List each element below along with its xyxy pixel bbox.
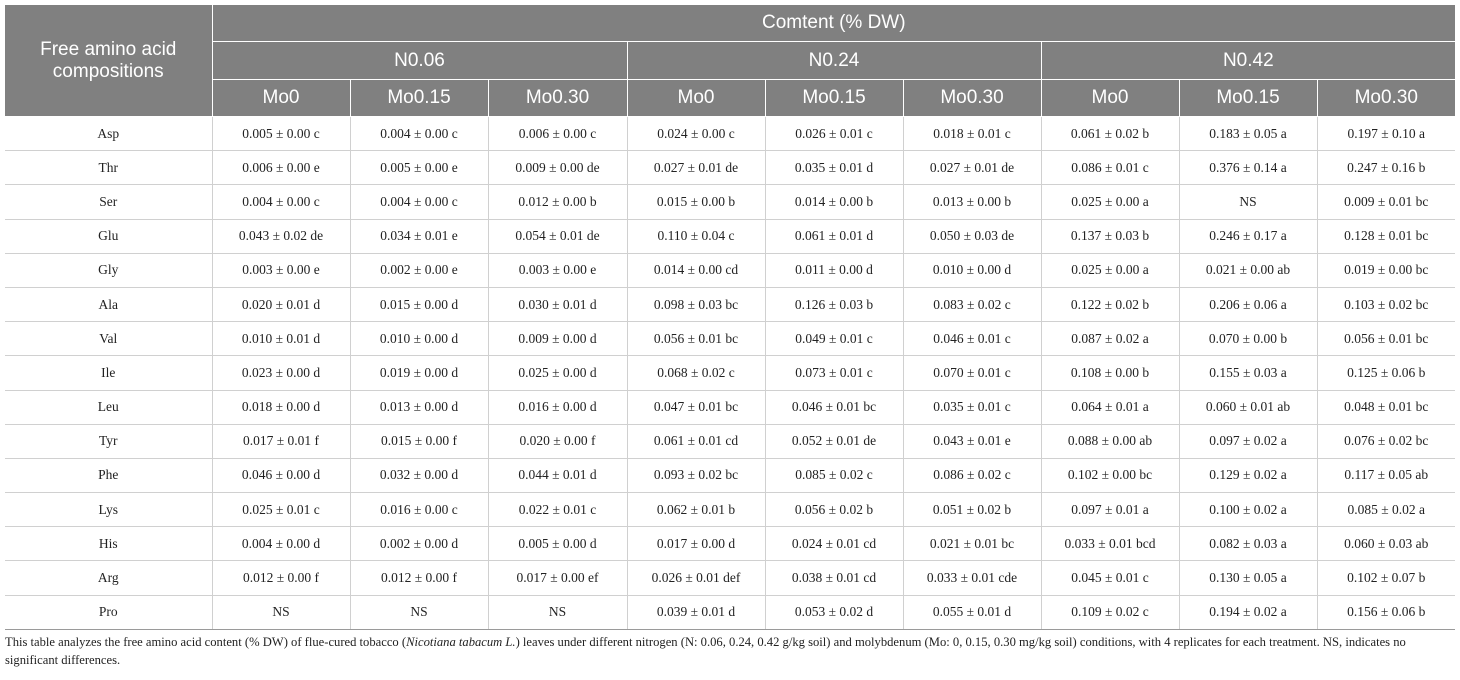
n-group-header: N0.42 bbox=[1041, 42, 1455, 80]
table-row bbox=[5, 151, 1455, 185]
content-value-cell: 0.020 ± 0.01 d bbox=[212, 287, 350, 321]
amino-acid-name: Ala bbox=[5, 287, 212, 321]
content-value-cell: 0.021 ± 0.01 bc bbox=[903, 527, 1041, 561]
amino-acid-name: Arg bbox=[5, 561, 212, 595]
content-value-cell: 0.025 ± 0.00 a bbox=[1041, 253, 1179, 287]
content-value-cell: 0.012 ± 0.00 f bbox=[212, 561, 350, 595]
content-value-cell: 0.086 ± 0.01 c bbox=[1041, 151, 1179, 185]
amino-acid-name: Pro bbox=[5, 595, 212, 629]
content-value-cell: 0.102 ± 0.00 bc bbox=[1041, 458, 1179, 492]
content-value-cell: 0.076 ± 0.02 bc bbox=[1317, 424, 1455, 458]
content-value-cell: 0.020 ± 0.00 f bbox=[488, 424, 627, 458]
content-value-cell: 0.050 ± 0.03 de bbox=[903, 219, 1041, 253]
content-value-cell: 0.109 ± 0.02 c bbox=[1041, 595, 1179, 629]
mo-level-header: Mo0.30 bbox=[488, 80, 627, 117]
content-value-cell: 0.046 ± 0.01 bc bbox=[765, 390, 903, 424]
content-value-cell: 0.009 ± 0.00 d bbox=[488, 322, 627, 356]
row-header-cell: Free amino acid compositions bbox=[5, 5, 212, 117]
content-value-cell: 0.047 ± 0.01 bc bbox=[627, 390, 765, 424]
content-value-cell: 0.032 ± 0.00 d bbox=[350, 458, 488, 492]
content-value-cell: 0.019 ± 0.00 bc bbox=[1317, 253, 1455, 287]
content-value-cell: 0.086 ± 0.02 c bbox=[903, 458, 1041, 492]
mo-level-header: Mo0.30 bbox=[1317, 80, 1455, 117]
content-value-cell: 0.130 ± 0.05 a bbox=[1179, 561, 1317, 595]
content-value-cell: 0.022 ± 0.01 c bbox=[488, 493, 627, 527]
content-value-cell: 0.010 ± 0.00 d bbox=[903, 253, 1041, 287]
amino-acid-name: Glu bbox=[5, 219, 212, 253]
content-value-cell: 0.003 ± 0.00 e bbox=[212, 253, 350, 287]
content-value-cell: 0.125 ± 0.06 b bbox=[1317, 356, 1455, 390]
table-row bbox=[5, 322, 1455, 356]
content-value-cell: 0.030 ± 0.01 d bbox=[488, 287, 627, 321]
content-value-cell: 0.102 ± 0.07 b bbox=[1317, 561, 1455, 595]
content-value-cell: 0.056 ± 0.02 b bbox=[765, 493, 903, 527]
content-value-cell: 0.049 ± 0.01 c bbox=[765, 322, 903, 356]
content-value-cell: 0.023 ± 0.00 d bbox=[212, 356, 350, 390]
content-value-cell: 0.019 ± 0.00 d bbox=[350, 356, 488, 390]
amino-acid-name: Tyr bbox=[5, 424, 212, 458]
content-value-cell: 0.027 ± 0.01 de bbox=[903, 151, 1041, 185]
n-group-header: N0.24 bbox=[627, 42, 1041, 80]
content-value-cell: 0.060 ± 0.01 ab bbox=[1179, 390, 1317, 424]
table-row bbox=[5, 527, 1455, 561]
content-value-cell: 0.156 ± 0.06 b bbox=[1317, 595, 1455, 629]
table-container bbox=[5, 5, 1455, 669]
content-value-cell: 0.024 ± 0.00 c bbox=[627, 117, 765, 151]
amino-acid-name: Lys bbox=[5, 493, 212, 527]
content-value-cell: 0.194 ± 0.02 a bbox=[1179, 595, 1317, 629]
content-value-cell: 0.137 ± 0.03 b bbox=[1041, 219, 1179, 253]
amino-acid-name: Thr bbox=[5, 151, 212, 185]
content-value-cell: 0.056 ± 0.01 bc bbox=[627, 322, 765, 356]
content-value-cell: 0.016 ± 0.00 c bbox=[350, 493, 488, 527]
content-value-cell: 0.012 ± 0.00 f bbox=[350, 561, 488, 595]
amino-acid-name: Ile bbox=[5, 356, 212, 390]
content-value-cell: 0.376 ± 0.14 a bbox=[1179, 151, 1317, 185]
content-value-cell: 0.247 ± 0.16 b bbox=[1317, 151, 1455, 185]
content-value-cell: 0.129 ± 0.02 a bbox=[1179, 458, 1317, 492]
content-value-cell: 0.010 ± 0.00 d bbox=[350, 322, 488, 356]
content-value-cell: 0.005 ± 0.00 c bbox=[212, 117, 350, 151]
content-value-cell: 0.128 ± 0.01 bc bbox=[1317, 219, 1455, 253]
content-value-cell: 0.097 ± 0.02 a bbox=[1179, 424, 1317, 458]
content-value-cell: 0.004 ± 0.00 d bbox=[212, 527, 350, 561]
content-value-cell: 0.035 ± 0.01 d bbox=[765, 151, 903, 185]
content-value-cell: 0.033 ± 0.01 cde bbox=[903, 561, 1041, 595]
content-value-cell: 0.025 ± 0.01 c bbox=[212, 493, 350, 527]
table-row bbox=[5, 219, 1455, 253]
content-value-cell: 0.025 ± 0.00 d bbox=[488, 356, 627, 390]
content-value-cell: 0.021 ± 0.00 ab bbox=[1179, 253, 1317, 287]
content-value-cell: 0.055 ± 0.01 d bbox=[903, 595, 1041, 629]
content-value-cell: 0.062 ± 0.01 b bbox=[627, 493, 765, 527]
content-value-cell: 0.097 ± 0.01 a bbox=[1041, 493, 1179, 527]
content-value-cell: 0.070 ± 0.00 b bbox=[1179, 322, 1317, 356]
table-row bbox=[5, 117, 1455, 151]
content-value-cell: 0.126 ± 0.03 b bbox=[765, 287, 903, 321]
table-row bbox=[5, 287, 1455, 321]
content-value-cell: 0.017 ± 0.00 d bbox=[627, 527, 765, 561]
content-value-cell: 0.017 ± 0.00 ef bbox=[488, 561, 627, 595]
content-value-cell: NS bbox=[350, 595, 488, 629]
content-value-cell: 0.005 ± 0.00 d bbox=[488, 527, 627, 561]
content-value-cell: 0.246 ± 0.17 a bbox=[1179, 219, 1317, 253]
content-value-cell: 0.014 ± 0.00 b bbox=[765, 185, 903, 219]
mo-level-header: Mo0.15 bbox=[765, 80, 903, 117]
table-row bbox=[5, 253, 1455, 287]
content-value-cell: 0.015 ± 0.00 f bbox=[350, 424, 488, 458]
content-value-cell: 0.054 ± 0.01 de bbox=[488, 219, 627, 253]
content-value-cell: 0.043 ± 0.02 de bbox=[212, 219, 350, 253]
content-value-cell: NS bbox=[212, 595, 350, 629]
table-header bbox=[5, 5, 1455, 117]
content-value-cell: 0.025 ± 0.00 a bbox=[1041, 185, 1179, 219]
amino-acid-name: Ser bbox=[5, 185, 212, 219]
content-super-header: Comtent (% DW) bbox=[212, 5, 1455, 42]
mo-level-header: Mo0.15 bbox=[350, 80, 488, 117]
content-value-cell: 0.052 ± 0.01 de bbox=[765, 424, 903, 458]
content-value-cell: 0.039 ± 0.01 d bbox=[627, 595, 765, 629]
amino-acid-table bbox=[5, 5, 1455, 630]
content-value-cell: 0.005 ± 0.00 e bbox=[350, 151, 488, 185]
content-value-cell: 0.051 ± 0.02 b bbox=[903, 493, 1041, 527]
content-value-cell: 0.006 ± 0.00 e bbox=[212, 151, 350, 185]
content-value-cell: 0.064 ± 0.01 a bbox=[1041, 390, 1179, 424]
content-value-cell: 0.083 ± 0.02 c bbox=[903, 287, 1041, 321]
content-value-cell: 0.088 ± 0.00 ab bbox=[1041, 424, 1179, 458]
content-value-cell: 0.048 ± 0.01 bc bbox=[1317, 390, 1455, 424]
content-value-cell: 0.098 ± 0.03 bc bbox=[627, 287, 765, 321]
species-name: Nicotiana tabacum L. bbox=[406, 634, 516, 649]
table-row bbox=[5, 493, 1455, 527]
content-value-cell: 0.061 ± 0.01 cd bbox=[627, 424, 765, 458]
content-value-cell: 0.045 ± 0.01 c bbox=[1041, 561, 1179, 595]
table-row bbox=[5, 561, 1455, 595]
table-footnote bbox=[5, 633, 1455, 669]
content-value-cell: 0.011 ± 0.00 d bbox=[765, 253, 903, 287]
amino-acid-name: Leu bbox=[5, 390, 212, 424]
content-value-cell: 0.043 ± 0.01 e bbox=[903, 424, 1041, 458]
table-body bbox=[5, 117, 1455, 630]
content-value-cell: 0.002 ± 0.00 e bbox=[350, 253, 488, 287]
content-value-cell: 0.004 ± 0.00 c bbox=[212, 185, 350, 219]
content-value-cell: 0.053 ± 0.02 d bbox=[765, 595, 903, 629]
content-value-cell: 0.117 ± 0.05 ab bbox=[1317, 458, 1455, 492]
table-row bbox=[5, 424, 1455, 458]
content-value-cell: 0.085 ± 0.02 c bbox=[765, 458, 903, 492]
footnote-text: ) leaves under different nitrogen (N: 0.06, 0.24, 0.42 g/kg soil) and molybdenum (Mo: 0, 0.15, 0.30 mg/kg soil) conditions, with 4 replicates for each treatment. NS, indicates no significant differences. bbox=[5, 634, 1406, 667]
content-value-cell: 0.103 ± 0.02 bc bbox=[1317, 287, 1455, 321]
content-value-cell: 0.006 ± 0.00 c bbox=[488, 117, 627, 151]
content-value-cell: 0.018 ± 0.00 d bbox=[212, 390, 350, 424]
content-value-cell: 0.035 ± 0.01 c bbox=[903, 390, 1041, 424]
mo-level-header: Mo0 bbox=[1041, 80, 1179, 117]
content-value-cell: 0.003 ± 0.00 e bbox=[488, 253, 627, 287]
amino-acid-name: Val bbox=[5, 322, 212, 356]
mo-header-row bbox=[5, 80, 1455, 117]
content-value-cell: 0.197 ± 0.10 a bbox=[1317, 117, 1455, 151]
content-value-cell: 0.009 ± 0.00 de bbox=[488, 151, 627, 185]
content-value-cell: 0.073 ± 0.01 c bbox=[765, 356, 903, 390]
content-value-cell: 0.009 ± 0.01 bc bbox=[1317, 185, 1455, 219]
content-value-cell: 0.018 ± 0.01 c bbox=[903, 117, 1041, 151]
mo-level-header: Mo0 bbox=[627, 80, 765, 117]
content-value-cell: 0.108 ± 0.00 b bbox=[1041, 356, 1179, 390]
content-value-cell: 0.010 ± 0.01 d bbox=[212, 322, 350, 356]
amino-acid-name: Gly bbox=[5, 253, 212, 287]
content-value-cell: 0.038 ± 0.01 cd bbox=[765, 561, 903, 595]
content-value-cell: 0.033 ± 0.01 bcd bbox=[1041, 527, 1179, 561]
table-row bbox=[5, 356, 1455, 390]
content-value-cell: 0.034 ± 0.01 e bbox=[350, 219, 488, 253]
content-value-cell: 0.155 ± 0.03 a bbox=[1179, 356, 1317, 390]
table-row bbox=[5, 390, 1455, 424]
content-value-cell: 0.093 ± 0.02 bc bbox=[627, 458, 765, 492]
content-value-cell: 0.004 ± 0.00 c bbox=[350, 117, 488, 151]
table-row bbox=[5, 185, 1455, 219]
amino-acid-name: Asp bbox=[5, 117, 212, 151]
n-group-header: N0.06 bbox=[212, 42, 627, 80]
mo-level-header: Mo0.30 bbox=[903, 80, 1041, 117]
content-value-cell: 0.085 ± 0.02 a bbox=[1317, 493, 1455, 527]
content-value-cell: NS bbox=[1179, 185, 1317, 219]
content-value-cell: 0.014 ± 0.00 cd bbox=[627, 253, 765, 287]
content-value-cell: 0.068 ± 0.02 c bbox=[627, 356, 765, 390]
content-value-cell: 0.024 ± 0.01 cd bbox=[765, 527, 903, 561]
content-value-cell: 0.016 ± 0.00 d bbox=[488, 390, 627, 424]
content-value-cell: 0.015 ± 0.00 b bbox=[627, 185, 765, 219]
table-row bbox=[5, 595, 1455, 629]
content-value-cell: 0.060 ± 0.03 ab bbox=[1317, 527, 1455, 561]
table-row bbox=[5, 458, 1455, 492]
mo-level-header: Mo0 bbox=[212, 80, 350, 117]
content-value-cell: 0.087 ± 0.02 a bbox=[1041, 322, 1179, 356]
content-value-cell: 0.061 ± 0.02 b bbox=[1041, 117, 1179, 151]
content-value-cell: 0.013 ± 0.00 b bbox=[903, 185, 1041, 219]
content-value-cell: 0.027 ± 0.01 de bbox=[627, 151, 765, 185]
content-value-cell: 0.061 ± 0.01 d bbox=[765, 219, 903, 253]
content-value-cell: 0.082 ± 0.03 a bbox=[1179, 527, 1317, 561]
content-value-cell: 0.012 ± 0.00 b bbox=[488, 185, 627, 219]
content-value-cell: 0.056 ± 0.01 bc bbox=[1317, 322, 1455, 356]
content-value-cell: 0.122 ± 0.02 b bbox=[1041, 287, 1179, 321]
content-value-cell: 0.002 ± 0.00 d bbox=[350, 527, 488, 561]
content-value-cell: NS bbox=[488, 595, 627, 629]
content-value-cell: 0.026 ± 0.01 def bbox=[627, 561, 765, 595]
content-value-cell: 0.026 ± 0.01 c bbox=[765, 117, 903, 151]
content-value-cell: 0.110 ± 0.04 c bbox=[627, 219, 765, 253]
content-value-cell: 0.015 ± 0.00 d bbox=[350, 287, 488, 321]
content-value-cell: 0.004 ± 0.00 c bbox=[350, 185, 488, 219]
mo-level-header: Mo0.15 bbox=[1179, 80, 1317, 117]
content-value-cell: 0.044 ± 0.01 d bbox=[488, 458, 627, 492]
content-value-cell: 0.017 ± 0.01 f bbox=[212, 424, 350, 458]
content-value-cell: 0.183 ± 0.05 a bbox=[1179, 117, 1317, 151]
content-value-cell: 0.013 ± 0.00 d bbox=[350, 390, 488, 424]
amino-acid-name: His bbox=[5, 527, 212, 561]
content-value-cell: 0.206 ± 0.06 a bbox=[1179, 287, 1317, 321]
amino-acid-name: Phe bbox=[5, 458, 212, 492]
content-value-cell: 0.046 ± 0.00 d bbox=[212, 458, 350, 492]
footnote-text: This table analyzes the free amino acid content (% DW) of flue-cured tobacco ( bbox=[5, 634, 407, 649]
content-value-cell: 0.070 ± 0.01 c bbox=[903, 356, 1041, 390]
content-value-cell: 0.046 ± 0.01 c bbox=[903, 322, 1041, 356]
content-value-cell: 0.100 ± 0.02 a bbox=[1179, 493, 1317, 527]
